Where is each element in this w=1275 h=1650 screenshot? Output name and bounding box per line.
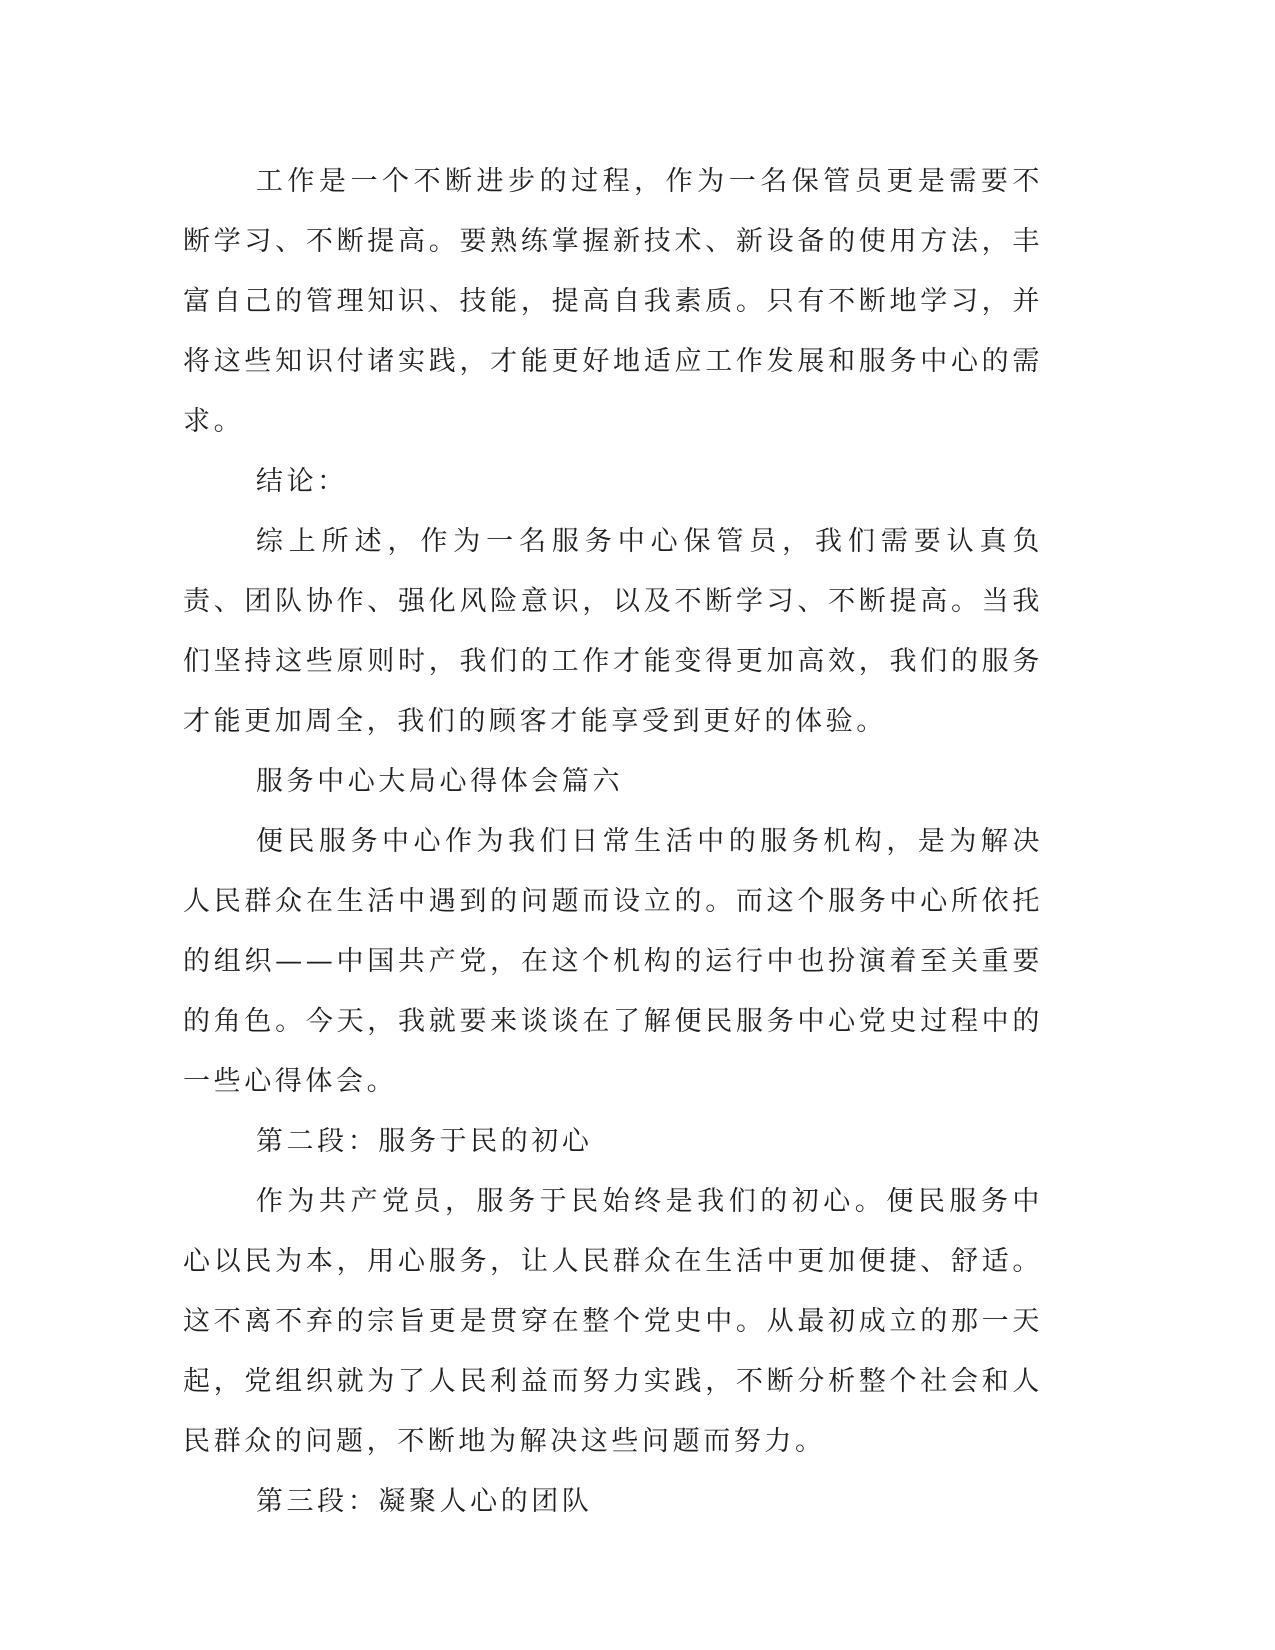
document-body: [183, 152, 1043, 1532]
heading-part-six: 服务中心大局心得体会篇六: [255, 766, 624, 797]
paragraph-section-two: 作为共产党员，服务于民始终是我们的初心。便民服务中心以民为本，用心服务，让人民群众在生活中更加便捷、舒适。这不离不弃的宗旨更是贯穿在整个党史中。从最初成立的那一天起，党组织就为了人民利益而努力实践，不断分析整个社会和人民群众的问题，不断地为解决这些问题而努力。: [183, 1186, 1043, 1457]
heading-section-two: 第二段：服务于民的初心: [255, 1126, 593, 1157]
paragraph-intro: 便民服务中心作为我们日常生活中的服务机构，是为解决人民群众在生活中遇到的问题而设立的。而这个服务中心所依托的组织——中国共产党，在这个机构的运行中也扮演着至关重要的角色。今天，我就要来谈谈在了解便民服务中心党史过程中的一些心得体会。: [183, 826, 1043, 1097]
paragraph-summary: 综上所述，作为一名服务中心保管员，我们需要认真负责、团队协作、强化风险意识，以及不断学习、不断提高。当我们坚持这些原则时，我们的工作才能变得更加高效，我们的服务才能更加周全，我们的顾客才能享受到更好的体验。: [183, 526, 1043, 737]
heading-section-three: 第三段：凝聚人心的团队: [255, 1486, 593, 1517]
heading-conclusion: 结论：: [255, 466, 348, 497]
paragraph-learning: 工作是一个不断进步的过程，作为一名保管员更是需要不断学习、不断提高。要熟练掌握新技术、新设备的使用方法，丰富自己的管理知识、技能，提高自我素质。只有不断地学习，并将这些知识付诸实践，才能更好地适应工作发展和服务中心的需求。: [183, 166, 1043, 437]
